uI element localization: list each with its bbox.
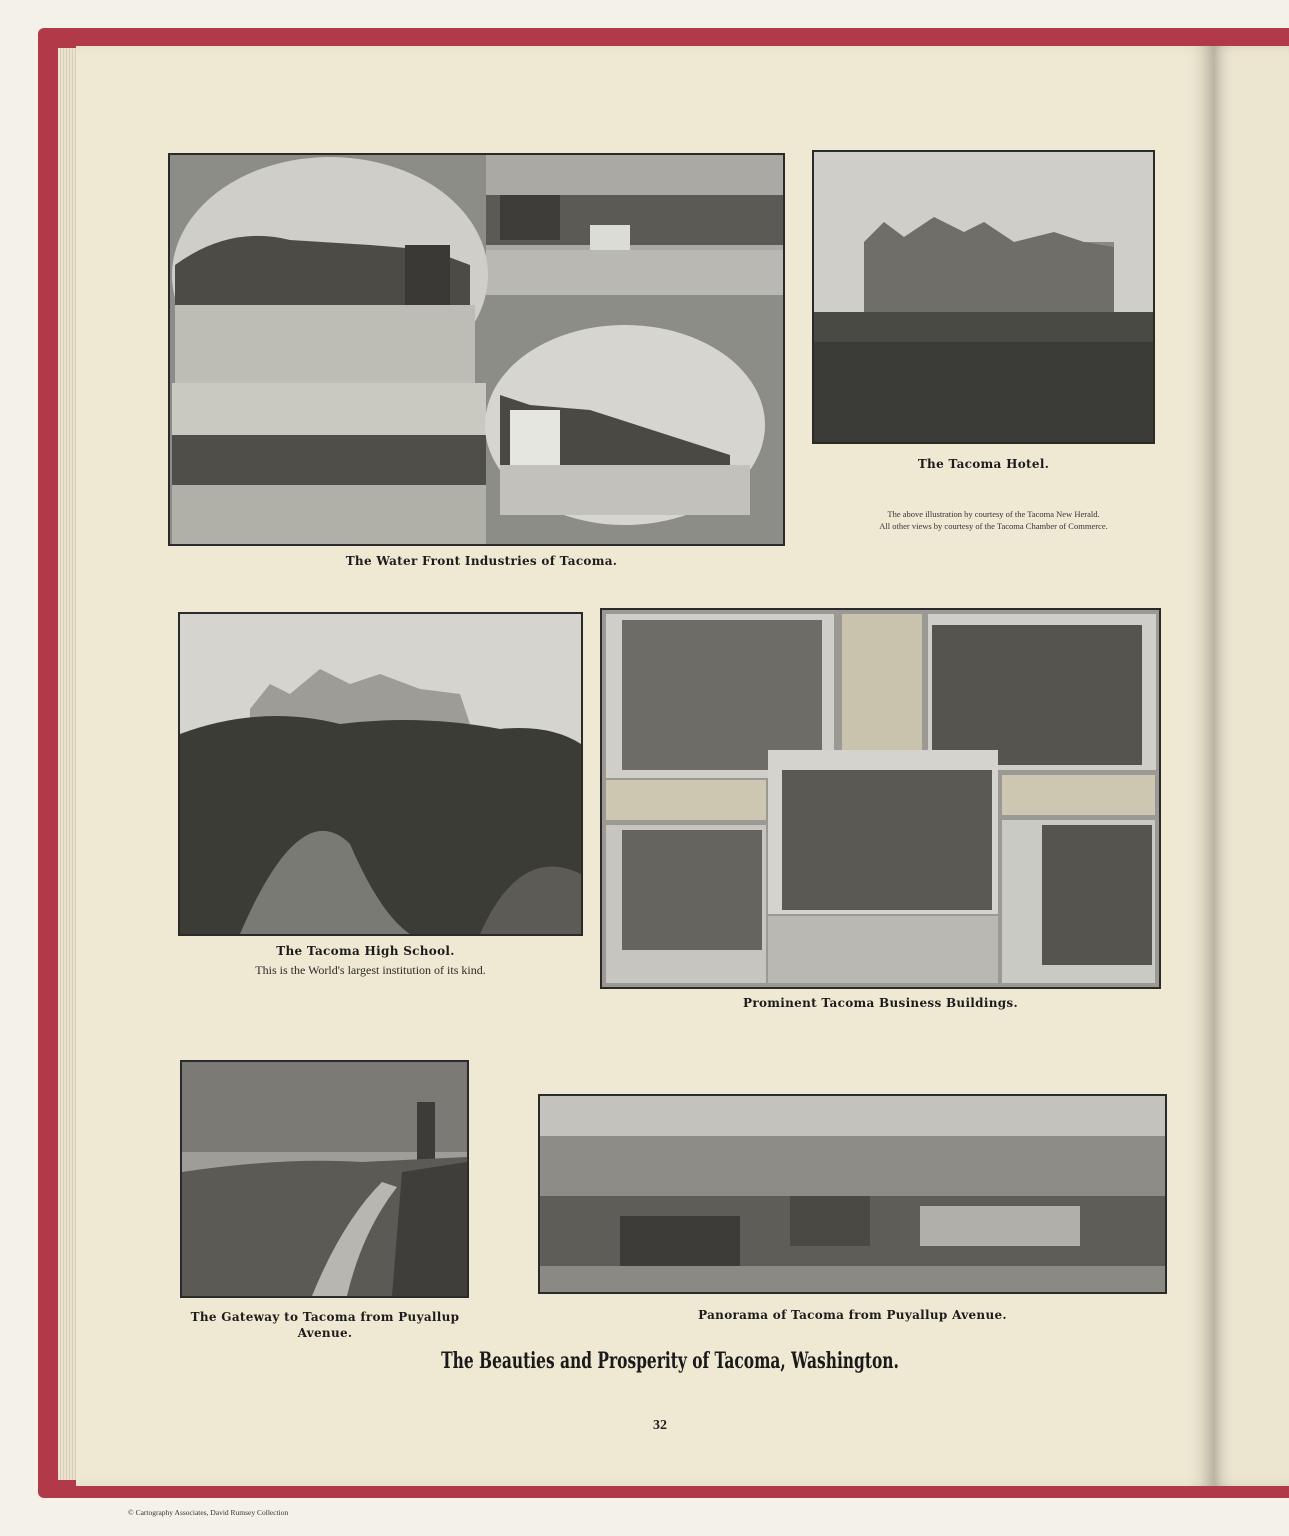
hotel-credit-line-2: All other views by courtesy of the Tacoma Chamber of Commerce. [879,521,1108,531]
hotel-credit-line-1: The above illustration by courtesy of the Tacoma New Herald. [887,509,1100,519]
high-school-caption: The Tacoma High School. [276,944,455,958]
water-front-collage [168,153,785,546]
high-school-photo [178,612,583,936]
gateway-caption: The Gateway to Tacoma from Puyallup Avenue. [190,1310,460,1340]
page-edges [58,48,78,1480]
collection-credit: © Cartography Associates, David Rumsey Collection [128,1508,289,1517]
gateway-photo [180,1060,469,1298]
business-buildings-caption: Prominent Tacoma Business Buildings. [743,996,1018,1010]
page-title: The Beauties and Prosperity of Tacoma, Washington. [441,1348,899,1374]
business-buildings-collage [600,608,1161,989]
right-page-edge [1214,46,1289,1486]
panorama-caption: Panorama of Tacoma from Puyallup Avenue. [698,1308,1007,1322]
tacoma-hotel-photo [812,150,1155,444]
water-front-caption: The Water Front Industries of Tacoma. [345,554,618,568]
tacoma-hotel-caption: The Tacoma Hotel. [917,457,1050,471]
page-number: 32 [653,1418,667,1433]
panorama-photo [538,1094,1167,1294]
high-school-subcaption: This is the World's largest institution of its kind. [255,963,486,977]
